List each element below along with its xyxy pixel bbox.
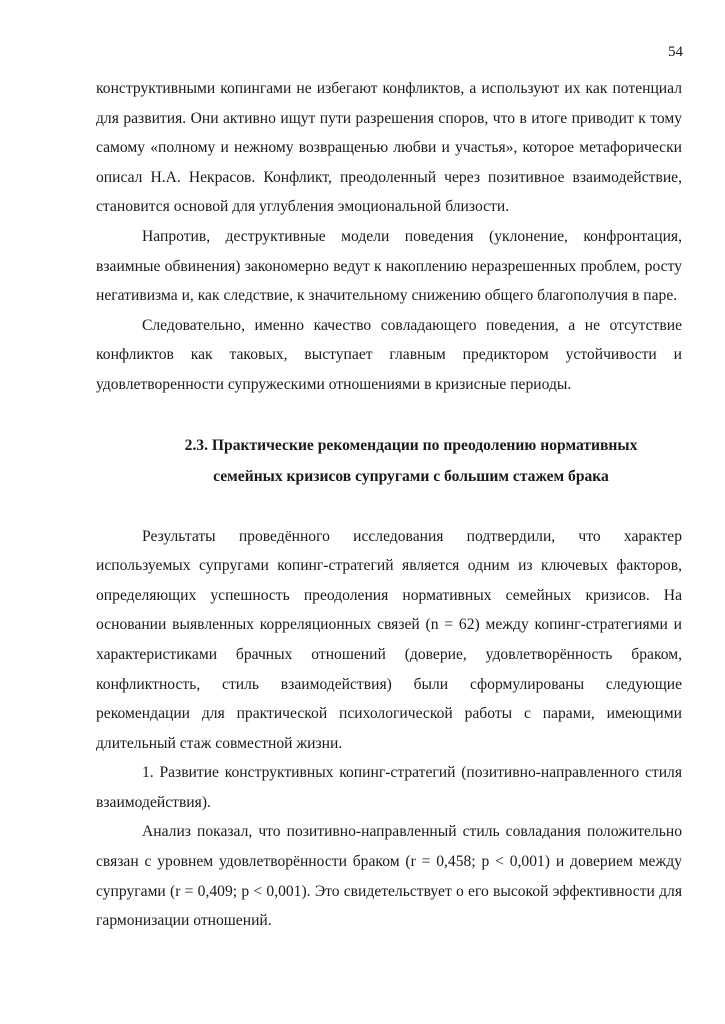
paragraph: Напротив, деструктивные модели поведения (уклонение, конфронтация, взаимные обвинения) закономерно ведут к накоплению неразрешенных проблем, росту негативизма и, как следствие, к значительному снижению общего благополучия в паре.: [96, 227, 682, 305]
page-body: [96, 74, 682, 936]
paragraph: Результаты проведённого исследования подтвердили, что характер используемых супругами копинг-стратегий является одним из ключевых факторов, определяющих успешность преодоления нормативных семейных кризисов. На основании выявленных корреляционных связей (n = 62) между копинг-стратегиями и характеристиками брачных отношений (доверие, удовлетворённость браком, конфликтность, стиль взаимодействия) были сформулированы следующие рекомендации для практической психологической работы с парами, имеющими длительный стаж совместной жизни.: [96, 527, 682, 752]
paragraph: Следовательно, именно качество совладающего поведения, а не отсутствие конфликтов как таковых, выступает главным предиктором устойчивости и удовлетворенности супружескими отношениями в кризисные периоды.: [96, 316, 682, 393]
section-heading: 2.3. Практические рекомендации по преодолению нормативных семейных кризисов супругами с большим стажем брака: [184, 436, 638, 485]
spacer: [96, 492, 682, 522]
page-number: 54: [668, 44, 683, 60]
paragraph-continuation: конструктивными копингами не избегают конфликтов, а используют их как потенциал для развития. Они активно ищут пути разрешения споров, что в итоге приводит к тому самому «полному и нежному возвращенью любви и участья», которое метафорически описал Н.А. Некрасов. Конфликт, преодоленный через позитивное взаимодействие, становится основой для углубления эмоциональной близости.: [96, 80, 682, 216]
list-item-heading: 1. Развитие конструктивных копинг-стратегий (позитивно-направленного стиля взаимодействия).: [96, 764, 682, 811]
paragraph: Анализ показал, что позитивно-направленный стиль совладания положительно связан с уровнем удовлетворённости браком (r = 0,458; p < 0,001) и доверием между супругами (r = 0,409; p < 0,001). Это свидетельствует о его высокой эффективности для гармонизации отношений.: [96, 823, 682, 930]
